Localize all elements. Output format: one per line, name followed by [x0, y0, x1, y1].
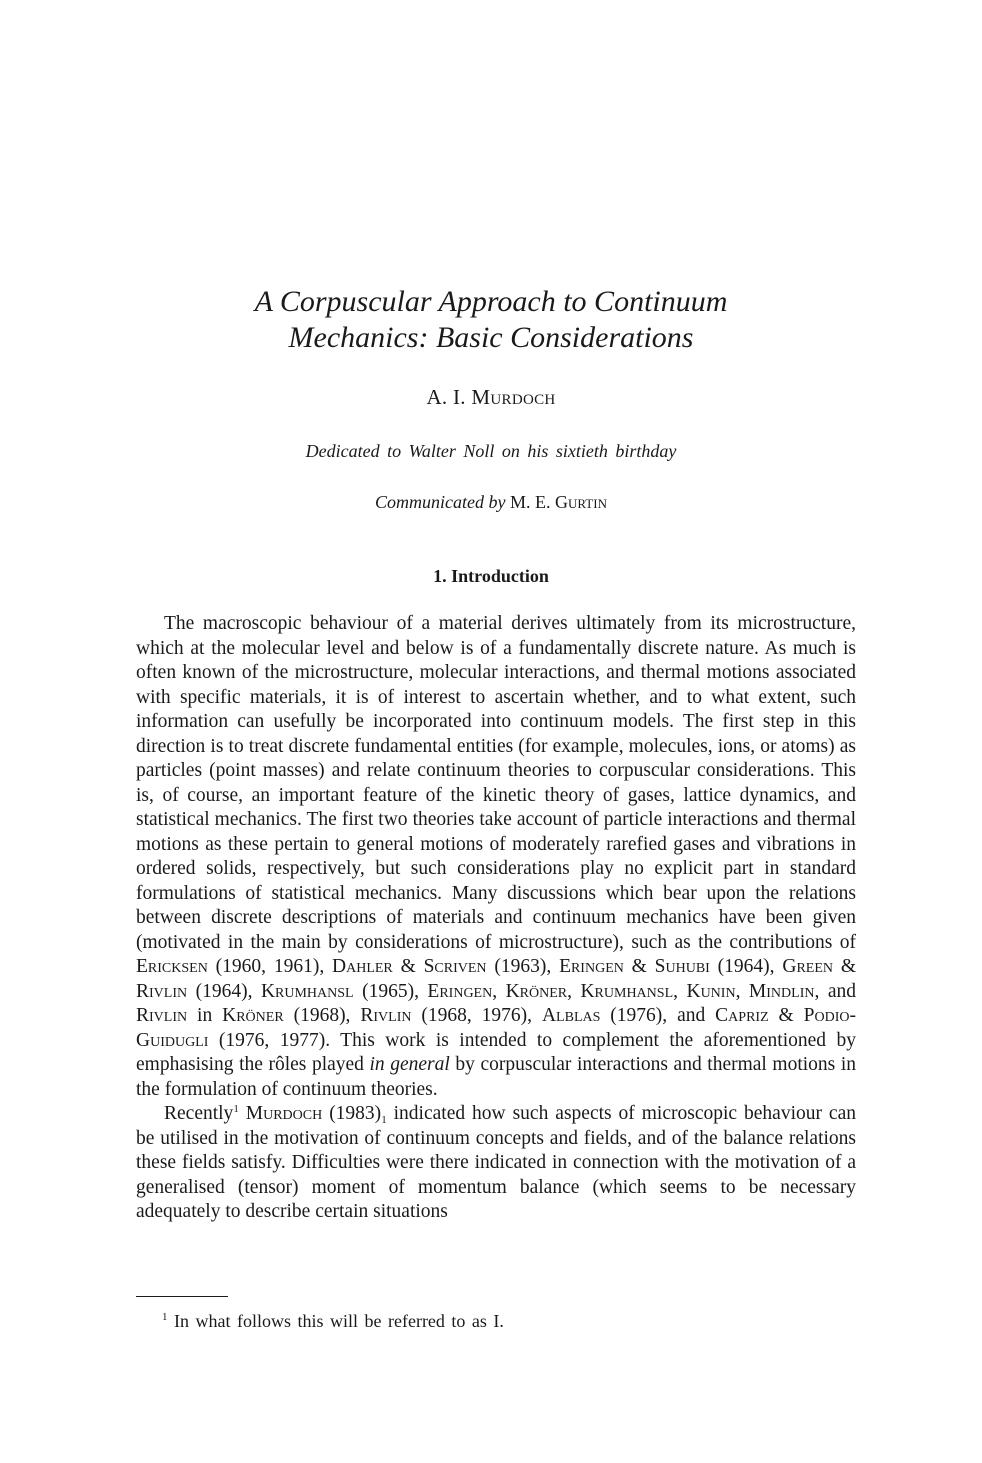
communicated-by	[0, 491, 982, 513]
p1-t18: &	[768, 1005, 804, 1026]
p1-t10: ,	[567, 980, 581, 1002]
cite-podio-guidugli: Podio-Guidugli	[136, 1005, 856, 1051]
cite-eringen-2: Eringen	[427, 980, 493, 1002]
cite-mindlin: Mindlin	[748, 980, 815, 1002]
paper-title	[0, 284, 982, 356]
paragraph-2	[136, 1102, 856, 1225]
p1-t16: (1968, 1976),	[411, 1005, 542, 1026]
footnote-marker: 1	[233, 1103, 239, 1115]
p1-t12: ,	[735, 980, 749, 1002]
cite-murdoch: Murdoch	[245, 1103, 323, 1124]
p1-t20: by corpuscular interactions and thermal motions in the formulation of continuum theories.	[136, 1054, 856, 1100]
p1-t15: (1968),	[283, 1005, 361, 1026]
cite-alblas: Alblas	[541, 1005, 601, 1026]
p1-t17: (1976), and	[600, 1005, 716, 1026]
body-text	[136, 612, 856, 1225]
cite-scriven: Scriven	[423, 956, 487, 977]
p1-t3: (1963),	[486, 956, 560, 977]
communicator-surname: Gurtin	[555, 492, 607, 512]
cite-eringen-1: Eringen	[559, 956, 624, 977]
title-line-1: A Corpuscular Approach to Continuum	[254, 285, 728, 318]
cite-rivlin-3: Rivlin	[360, 1005, 412, 1026]
p1-t2: &	[392, 956, 424, 977]
title-line-2: Mechanics: Basic Considerations	[288, 321, 694, 354]
cite-suhubi: Suhubi	[654, 956, 710, 977]
p1-t7: (1964),	[187, 980, 261, 1002]
cite-ericksen: Ericksen	[136, 956, 208, 977]
p1-t1: (1960, 1961),	[207, 956, 333, 977]
cite-dahler: Dahler	[332, 956, 393, 977]
author-surname: Murdoch	[471, 385, 556, 409]
p1-t8: (1965),	[353, 980, 428, 1002]
footnote-mark: 1	[162, 1311, 168, 1323]
paragraph-1	[136, 612, 856, 1102]
cite-kroner-2: Kröner	[222, 1005, 284, 1026]
cite-murdoch-year: (1983)	[329, 1103, 382, 1124]
cite-capriz: Capriz	[715, 1005, 769, 1026]
p2-recently: Recently	[164, 1103, 234, 1124]
author-initials: A. I.	[426, 385, 466, 409]
footnote-rule	[136, 1296, 228, 1297]
dedication: Dedicated to Walter Noll on his sixtieth birthday	[305, 441, 677, 461]
footnote-text: In what follows this will be referred to as I.	[174, 1311, 504, 1331]
author	[0, 384, 982, 410]
communicated-prefix: Communicated by	[375, 492, 506, 512]
cite-kroner-1: Kröner	[505, 980, 568, 1002]
cite-subscript: 1	[381, 1114, 387, 1126]
p1-t11: ,	[673, 980, 687, 1002]
cite-krumhansl-1: Krumhansl	[260, 980, 354, 1002]
p1-t13: , and	[814, 980, 856, 1002]
cite-rivlin-2: Rivlin	[136, 1005, 188, 1026]
communicator-initials: M. E.	[510, 492, 551, 512]
p1-t6: &	[833, 956, 857, 977]
footnote	[162, 1310, 504, 1332]
cite-green: Green	[782, 956, 834, 977]
section-heading: 1. Introduction	[433, 566, 549, 586]
p1-t14: in	[187, 1005, 223, 1026]
cite-kunin: Kunin	[686, 980, 736, 1002]
p1-t5: (1964),	[709, 956, 783, 977]
cite-krumhansl-2: Krumhansl	[580, 980, 674, 1002]
p1-t9: ,	[492, 980, 506, 1002]
p1-t4: &	[623, 956, 655, 977]
p1-t19: (1976, 1977). This work is intended to complement the aforementioned by emphasising the rôles played	[136, 1029, 856, 1075]
emphasis-in-general: in general	[369, 1054, 450, 1075]
cite-rivlin-1: Rivlin	[136, 980, 188, 1002]
p1-text-a: The macroscopic behaviour of a material derives ultimately from its microstructure, which at the molecular level and below is of a fundamentally discrete nature. As much is often known of the microstructure, molecular interactions, and thermal motions associated with specific materials, it is of interest to ascertain whether, and to what extent, such information can usefully be incorporated into continuum models. The first step in this direction is to treat discrete fundamental entities (for example, molecules, ions, or atoms) as particles (point masses) and relate continuum theories to corpuscular considerations. This is, of course, an important feature of the kinetic theory of gases, lattice dynamics, and statistical mechanics. The first two theories take account of particle interactions and thermal motions as these pertain to general motions of moderately rarefied gases and vibrations in ordered solids, respectively, but such considerations play no explicit part in standard formulations of statistical mechanics. Many discussions which bear upon the relations between discrete descriptions of materials and continuum mechanics have been given (motivated in the main by considerations of microstructure), such as the contributions of	[136, 613, 856, 953]
p2-text: indicated how such aspects of microscopic behaviour can be utilised in the motivation of continuum concepts and fields, and of the balance relations these fields satisfy. Difficulties were there indicated in connection with the motivation of a generalised (tensor) moment of momentum balance (which seems to be necessary adequately to describe certain situations	[136, 1103, 856, 1222]
